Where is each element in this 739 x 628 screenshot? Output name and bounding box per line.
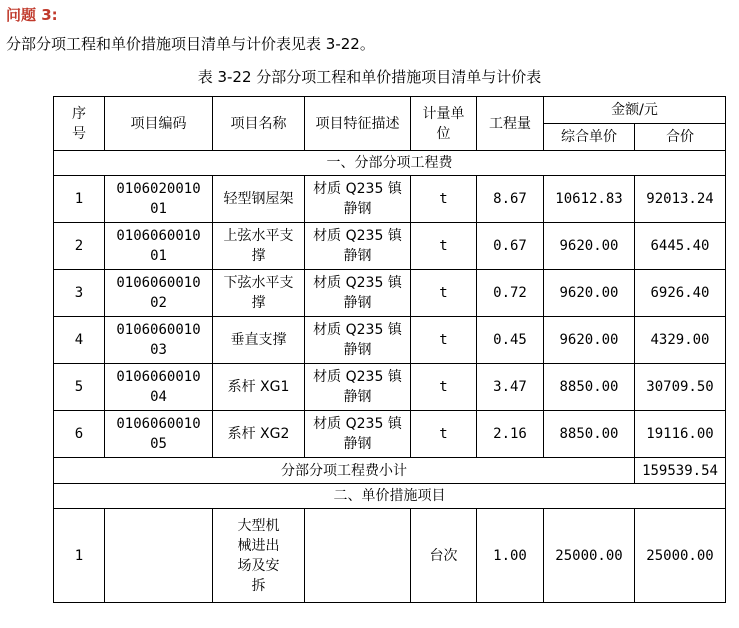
cell-code (105, 509, 213, 603)
header-qty: 工程量 (477, 97, 544, 151)
table-caption: 表 3-22 分部分项工程和单价措施项目清单与计价表 (197, 68, 542, 86)
section2-title: 二、单价措施项目 (54, 484, 726, 509)
cell-price: 10612.83 (544, 176, 635, 223)
cell-unit: t (411, 364, 477, 411)
cell-unit: t (411, 223, 477, 270)
table-row (54, 509, 726, 603)
cell-total: 25000.00 (635, 509, 726, 603)
cell-code: 010602001001 (105, 176, 213, 223)
cell-total: 6445.40 (635, 223, 726, 270)
question-title: 问题 3: (6, 6, 58, 24)
cell-total: 6926.40 (635, 270, 726, 317)
cell-code: 010606001005 (105, 411, 213, 458)
header-feature: 项目特征描述 (305, 97, 411, 151)
cell-qty: 8.67 (477, 176, 544, 223)
cell-total: 92013.24 (635, 176, 726, 223)
cell-name: 下弦水平支撑 (213, 270, 305, 317)
cell-name: 系杆 XG2 (213, 411, 305, 458)
section1-title: 一、分部分项工程费 (54, 151, 726, 176)
cell-price: 9620.00 (544, 270, 635, 317)
cell-seq: 2 (54, 223, 105, 270)
header-name: 项目名称 (213, 97, 305, 151)
cell-qty: 2.16 (477, 411, 544, 458)
table-row (54, 176, 726, 223)
cell-feature: 材质 Q235 镇静钢 (305, 317, 411, 364)
cell-price: 8850.00 (544, 411, 635, 458)
cell-name: 上弦水平支撑 (213, 223, 305, 270)
cell-total: 4329.00 (635, 317, 726, 364)
cell-seq: 4 (54, 317, 105, 364)
table-row (54, 223, 726, 270)
cell-qty: 1.00 (477, 509, 544, 603)
cell-price: 9620.00 (544, 317, 635, 364)
cell-code: 010606001001 (105, 223, 213, 270)
table-row (54, 364, 726, 411)
subtotal-row (54, 458, 726, 484)
cell-name: 大型机械进出场及安拆 (213, 509, 305, 603)
subtotal-value: 159539.54 (635, 458, 726, 484)
cell-price: 9620.00 (544, 223, 635, 270)
header-row-1 (54, 97, 726, 124)
cell-feature: 材质 Q235 镇静钢 (305, 364, 411, 411)
cell-code: 010606001004 (105, 364, 213, 411)
cell-unit: t (411, 176, 477, 223)
table-row (54, 411, 726, 458)
cell-name: 轻型钢屋架 (213, 176, 305, 223)
cell-feature: 材质 Q235 镇静钢 (305, 270, 411, 317)
header-total: 合价 (635, 124, 726, 151)
cell-qty: 3.47 (477, 364, 544, 411)
cell-qty: 0.45 (477, 317, 544, 364)
cell-qty: 0.72 (477, 270, 544, 317)
header-unit: 计量单位 (411, 97, 477, 151)
cell-code: 010606001002 (105, 270, 213, 317)
cell-seq: 1 (54, 176, 105, 223)
cell-seq: 5 (54, 364, 105, 411)
subtotal-label: 分部分项工程费小计 (54, 458, 635, 484)
cell-feature (305, 509, 411, 603)
cell-total: 30709.50 (635, 364, 726, 411)
cell-seq: 1 (54, 509, 105, 603)
cell-total: 19116.00 (635, 411, 726, 458)
cell-price: 8850.00 (544, 364, 635, 411)
cell-seq: 6 (54, 411, 105, 458)
header-code: 项目编码 (105, 97, 213, 151)
header-unit-price: 综合单价 (544, 124, 635, 151)
header-amount: 金额/元 (544, 97, 726, 124)
cell-unit: t (411, 317, 477, 364)
intro-text: 分部分项工程和单价措施项目清单与计价表见表 3-22。 (6, 35, 375, 53)
table-row (54, 270, 726, 317)
cell-feature: 材质 Q235 镇静钢 (305, 411, 411, 458)
cell-name: 系杆 XG1 (213, 364, 305, 411)
cell-feature: 材质 Q235 镇静钢 (305, 176, 411, 223)
section-row-1 (54, 151, 726, 176)
cell-price: 25000.00 (544, 509, 635, 603)
pricing-table (53, 96, 726, 603)
cell-unit: 台次 (411, 509, 477, 603)
cell-name: 垂直支撑 (213, 317, 305, 364)
cell-unit: t (411, 270, 477, 317)
cell-seq: 3 (54, 270, 105, 317)
section-row-2 (54, 484, 726, 509)
table-row (54, 317, 726, 364)
cell-code: 010606001003 (105, 317, 213, 364)
cell-qty: 0.67 (477, 223, 544, 270)
header-seq: 序号 (54, 97, 105, 151)
cell-feature: 材质 Q235 镇静钢 (305, 223, 411, 270)
cell-unit: t (411, 411, 477, 458)
